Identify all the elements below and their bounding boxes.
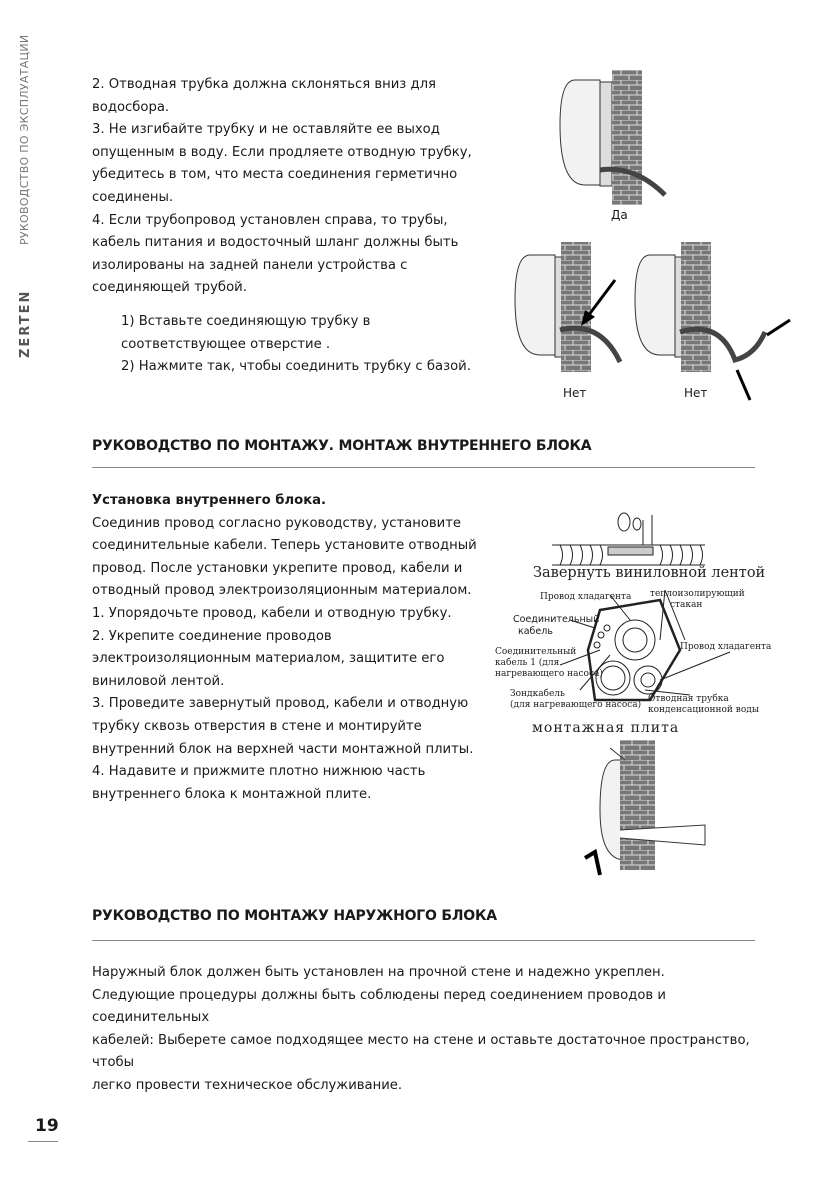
side-brand: ZERTEN <box>18 289 33 358</box>
text-line: легко провести техническое обслуживание. <box>92 1077 403 1093</box>
text-line: убедитесь в том, что места соединения герметично <box>92 167 458 183</box>
label-connecting-cable-1 <box>495 647 603 680</box>
text-line: водосбора. <box>92 99 170 115</box>
indoor-text <box>92 490 512 806</box>
label-insulating <box>650 589 745 611</box>
label-refrigerant-top: Провод хладагента <box>540 592 632 602</box>
text-line: 3. Не изгибайте трубку и не оставляйте ее выход <box>92 122 440 138</box>
caption-no-1: Нет <box>563 386 587 400</box>
label-mounting-plate: монтажная плита <box>532 720 680 736</box>
illustration-no-2 <box>635 242 790 400</box>
illustration-yes <box>560 70 665 205</box>
caption-no-2: Нет <box>684 386 708 400</box>
divider <box>92 940 755 941</box>
text-line: 3. Проведите завернутый провод, кабели и отводную <box>92 696 469 712</box>
text-line: виниловой лентой. <box>92 673 225 689</box>
drain-illustrations <box>505 70 805 410</box>
text-line: провод. После установки укрепите провод, кабели и <box>92 560 463 576</box>
label-line: кабель 1 (для <box>495 658 560 668</box>
text-line: внутреннего блока к монтажной плите. <box>92 786 372 802</box>
label-drain-pipe <box>648 694 759 716</box>
step-line: 1) Вставьте соединяющую трубку в <box>121 313 371 329</box>
text-line: соединяющей трубой. <box>92 280 247 296</box>
label-line: Соединительный <box>513 614 600 625</box>
subheading: Установка внутреннего блока. <box>92 493 327 508</box>
label-line: Соединительный <box>495 647 577 657</box>
text-line: Соединив провод согласно руководству, установите <box>92 515 462 531</box>
outdoor-text <box>92 962 772 1098</box>
illustration-no-1 <box>515 242 620 372</box>
text-line: кабель питания и водосточный шланг должны быть <box>92 235 459 251</box>
text-line: 4. Если трубопровод установлен справа, то трубы, <box>92 212 448 228</box>
text-line: опущенным в воду. Если продляете отводную трубку, <box>92 144 472 160</box>
text-line: соединительные кабели. Теперь установите отводный <box>92 538 477 554</box>
mounting-illustration <box>585 740 705 875</box>
text-line: отводный провод электроизоляционным материалом. <box>92 583 472 599</box>
step-line: соответствующее отверстие . <box>121 336 331 352</box>
text-line: 4. Надавите и прижмите плотно нижнюю часть <box>92 764 426 780</box>
label-line: Зондкабель <box>510 689 565 699</box>
text-line: внутренний блок на верхней части монтажной плиты. <box>92 741 474 757</box>
label-refrigerant-right: Провод хладагента <box>680 642 772 652</box>
text-line: кабелей: Выберете самое подходящее место на стене и оставьте достаточное пространство, чтобы <box>92 1032 750 1071</box>
text-line: изолированы на задней панели устройства с <box>92 257 408 273</box>
text-line: Наружный блок должен быть установлен на прочной стене и надежно укреплен. <box>92 965 665 980</box>
section-heading-outdoor: РУКОВОДСТВО ПО МОНТАЖУ НАРУЖНОГО БЛОКА <box>92 908 497 924</box>
text-line: соединены. <box>92 189 174 205</box>
label-probe-cable <box>510 689 641 711</box>
caption-yes: Да <box>611 208 628 222</box>
text-line: трубку сквозь отверстия в стене и монтируйте <box>92 718 422 734</box>
text-line: 2. Отводная трубка должна склоняться вниз для <box>92 77 436 92</box>
text-line: Следующие процедуры должны быть соблюдены перед соединением проводов и соединительных <box>92 987 666 1026</box>
section-heading-indoor: РУКОВОДСТВО ПО МОНТАЖУ. МОНТАЖ ВНУТРЕННЕГО БЛОКА <box>92 438 592 454</box>
label-line: кабель <box>518 626 553 637</box>
side-guide-title: РУКОВОДСТВО ПО ЭКСПЛУАТАЦИИ <box>18 34 31 245</box>
label-connecting-cable <box>513 614 599 638</box>
text-line: 1. Упорядочьте провод, кабели и отводную трубку. <box>92 605 452 621</box>
divider <box>92 467 755 468</box>
label-line: теплоизолирующий <box>650 589 745 599</box>
label-line: конденсационной воды <box>648 705 759 715</box>
label-line: стакан <box>670 600 703 610</box>
page-number-rule <box>28 1141 58 1142</box>
drain-text <box>92 74 512 379</box>
text-line: электроизоляционным материалом, защитите его <box>92 651 445 667</box>
label-wrap-tape: Завернуть виниловной лентой <box>533 565 766 581</box>
page-number: 19 <box>35 1116 59 1136</box>
label-line: (для нагревающего насоса) <box>510 700 642 710</box>
step-line: 2) Нажмите так, чтобы соединить трубку с базой. <box>121 359 471 375</box>
label-line: Отводная трубка <box>648 694 729 704</box>
label-line: нагревающего насоса) <box>495 669 603 679</box>
text-line: 2. Укрепите соединение проводов <box>92 628 332 644</box>
